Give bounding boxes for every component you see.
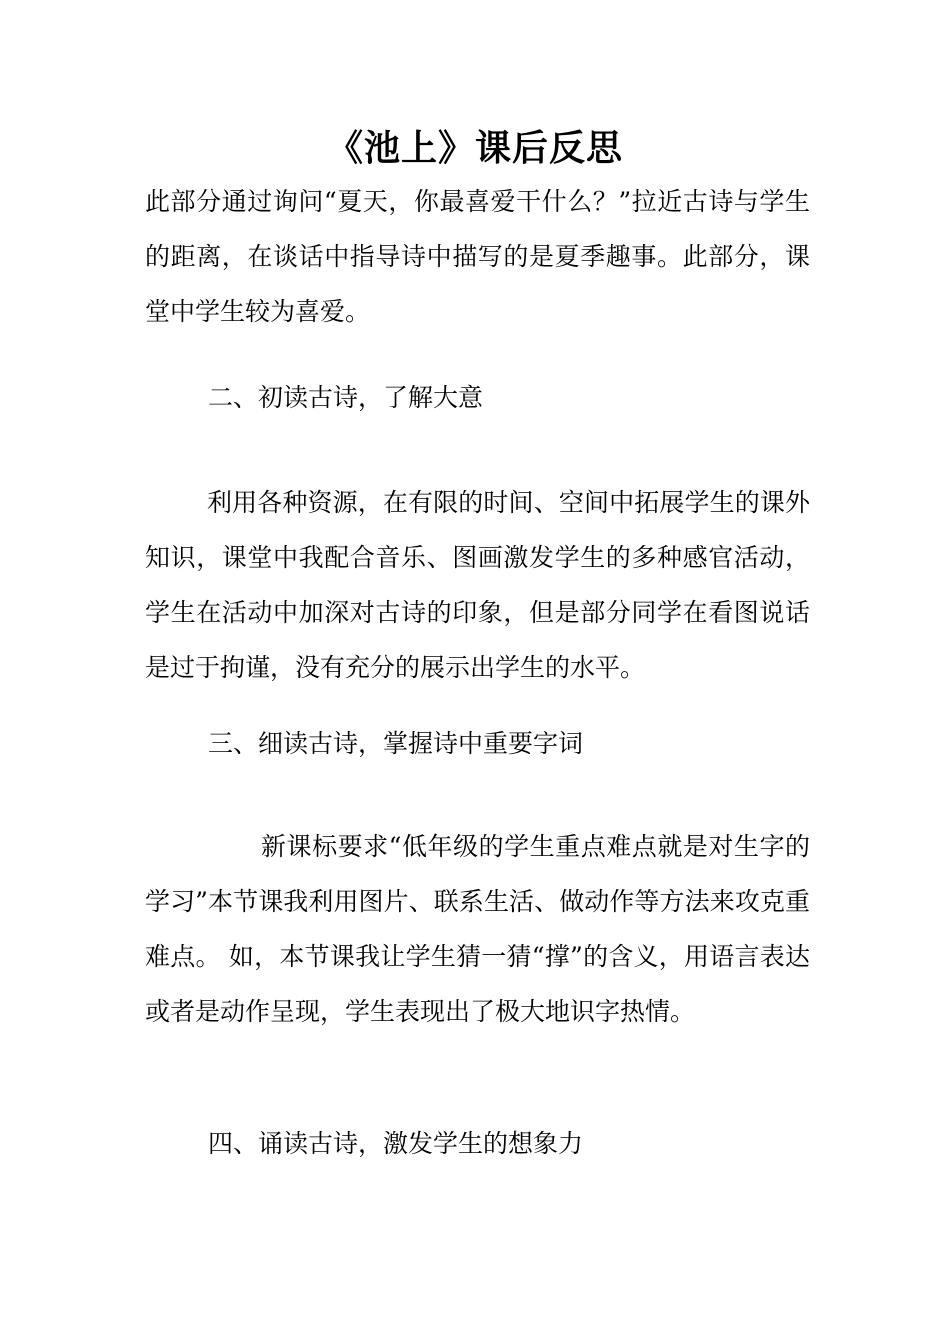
section-heading-4: 四、诵读古诗，激发学生的想象力 (208, 1129, 584, 1158)
paragraph-intro: 此部分通过询问“夏天，你最喜爱干什么？”拉近古诗与学生的距离，在谈话中指导诗中描写的是夏季趣事。此部分，课堂中学生较为喜爱。 (145, 187, 810, 326)
paragraph-section-2: 利用各种资源，在有限的时间、空间中拓展学生的课外知识，课堂中我配合音乐、图画激发学生的多种感官活动，学生在活动中加深对古诗的印象，但是部分同学在看图说话是过于拘谨，没有充分的展示出学生的水平。 (145, 488, 810, 682)
section-heading-2: 二、初读古诗，了解大意 (208, 383, 484, 412)
section-heading-3: 三、细读古诗，掌握诗中重要字词 (208, 729, 584, 758)
paragraph-section-3: 新课标要求“低年级的学生重点难点就是对生字的学习”本节课我利用图片、联系生活、做动作等方法来攻克重难点。 如，本节课我让学生猜一猜“撑”的含义，用语言表达或者是动作呈现，学生表现出了极大地识字热情。 (145, 832, 810, 1026)
document-title: 《池上》课后反思 (326, 128, 623, 169)
